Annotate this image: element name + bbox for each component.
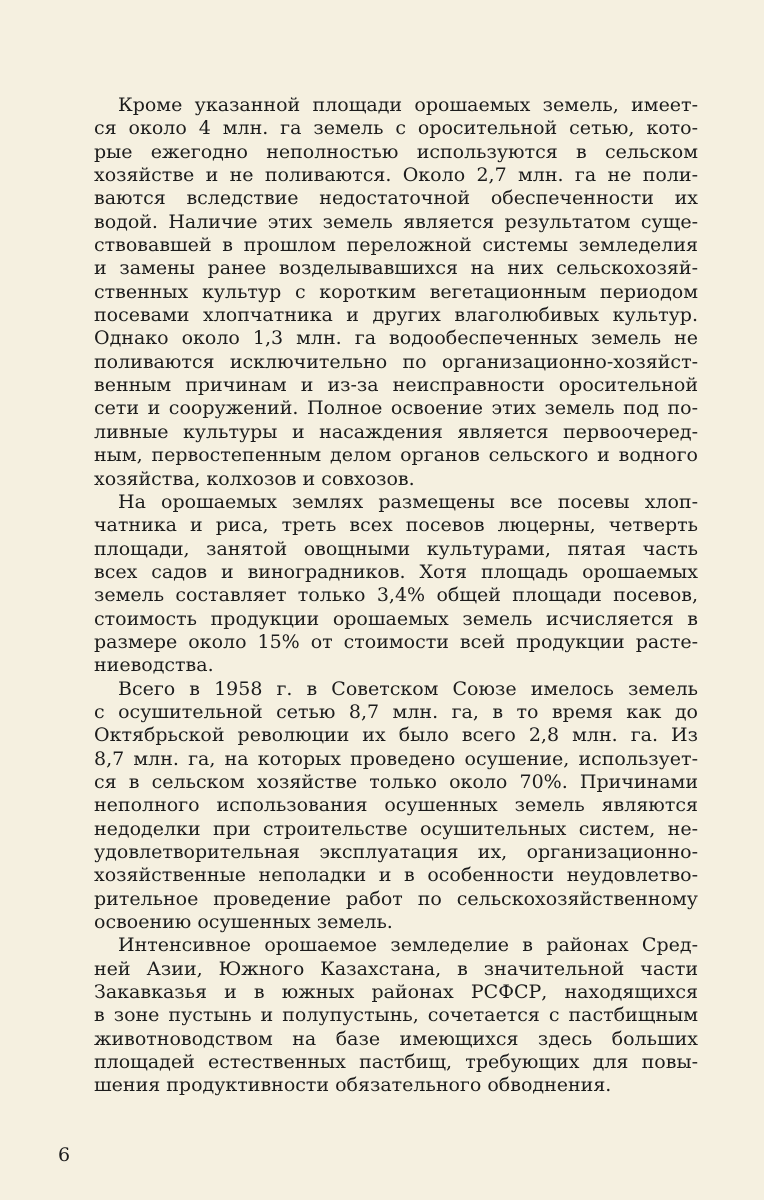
paragraph-1 — [94, 94, 698, 491]
text-line: с осушительной сетью 8,7 млн. га, в то время как до — [94, 700, 698, 723]
text-line: ствовавшей в прошлом переложной системы земледелия — [94, 234, 698, 257]
text-line: Всего в 1958 г. в Советском Союзе имелось земель — [118, 677, 698, 700]
text-line: неполного использования осушенных земель являются — [94, 794, 698, 817]
text-line: рительное проведение работ по сельскохозяйственному — [94, 887, 698, 910]
text-line: удовлетворительная эксплуатация их, организационно- — [94, 841, 698, 863]
text-line: чатника и риса, треть всех посевов люцерны, четверть — [94, 514, 698, 537]
body-text — [94, 94, 698, 1098]
text-line: 8,7 млн. га, на которых проведено осушение, использует- — [94, 747, 698, 770]
text-line: ней Азии, Южного Казахстана, в значительной части — [94, 957, 698, 980]
text-line: ся около 4 млн. га земель с оросительной сетью, кото- — [94, 117, 698, 140]
text-line: хозяйстве и не поливаются. Около 2,7 млн. га не поли- — [94, 164, 698, 187]
text-line: Интенсивное орошаемое земледелие в районах Сред- — [118, 934, 698, 957]
text-line: ственных культур с коротким вегетационным периодом — [94, 280, 698, 303]
text-line: хозяйства, колхозов и совхозов. — [94, 467, 415, 490]
text-line: поливаются исключительно по организационно-хозяйст- — [94, 350, 698, 373]
text-line: в зоне пустынь и полупустынь, сочетается с пастбищным — [94, 1004, 698, 1027]
text-line: и замены ранее возделывавшихся на них сельскохозяй- — [94, 257, 698, 280]
text-line: На орошаемых землях размещены все посевы хлоп- — [118, 490, 698, 513]
text-line: ниеводства. — [94, 654, 214, 677]
text-line: венным причинам и из-за неисправности оросительной — [94, 374, 698, 397]
text-line: земель составляет только 3,4% общей площади посевов, — [94, 584, 698, 607]
text-line: площади, занятой овощными культурами, пятая часть — [94, 537, 698, 560]
text-line: Октябрьской революции их было всего 2,8 млн. га. Из — [94, 724, 698, 747]
text-line: всех садов и виноградников. Хотя площадь орошаемых — [94, 560, 698, 583]
text-line: водой. Наличие этих земель является результатом суще- — [94, 210, 698, 233]
text-line: Однако около 1,3 млн. га водообеспеченных земель не — [94, 327, 698, 350]
text-line: сети и сооружений. Полное освоение этих земель под по- — [94, 397, 698, 420]
text-line: рые ежегодно неполностью используются в сельском — [94, 140, 698, 163]
text-line: стоимость продукции орошаемых земель исчисляется в — [94, 607, 698, 630]
text-line: посевами хлопчатника и других влаголюбивых культур. — [94, 304, 698, 327]
page-number: 6 — [58, 1144, 71, 1166]
text-line: площадей естественных пастбищ, требующих для повы- — [94, 1051, 698, 1074]
text-line: Закавказья и в южных районах РСФСР, находящихся — [94, 981, 698, 1004]
text-line: ливные культуры и насаждения является первоочеред- — [94, 420, 698, 443]
text-line: ваются вследствие недостаточной обеспеченности их — [94, 187, 698, 210]
text-line: ным, первостепенным делом органов сельского и водного — [94, 444, 698, 467]
text-line: освоению осушенных земель. — [94, 911, 393, 934]
paragraph-2 — [94, 491, 698, 678]
text-line: шения продуктивности обязательного обводнения. — [94, 1074, 612, 1097]
text-line: хозяйственные неполадки и в особенности неудовлетво- — [94, 864, 698, 887]
text-line: Кроме указанной площади орошаемых земель, имеет- — [118, 94, 698, 116]
paragraph-4 — [94, 934, 698, 1097]
text-line: животноводством на базе имеющихся здесь больших — [94, 1027, 698, 1050]
text-line: ся в сельском хозяйстве только около 70%. Причинами — [94, 770, 698, 793]
text-line: размере около 15% от стоимости всей продукции расте- — [94, 630, 698, 653]
text-line: недоделки при строительстве осушительных систем, не- — [94, 817, 698, 840]
paragraph-3 — [94, 678, 698, 935]
